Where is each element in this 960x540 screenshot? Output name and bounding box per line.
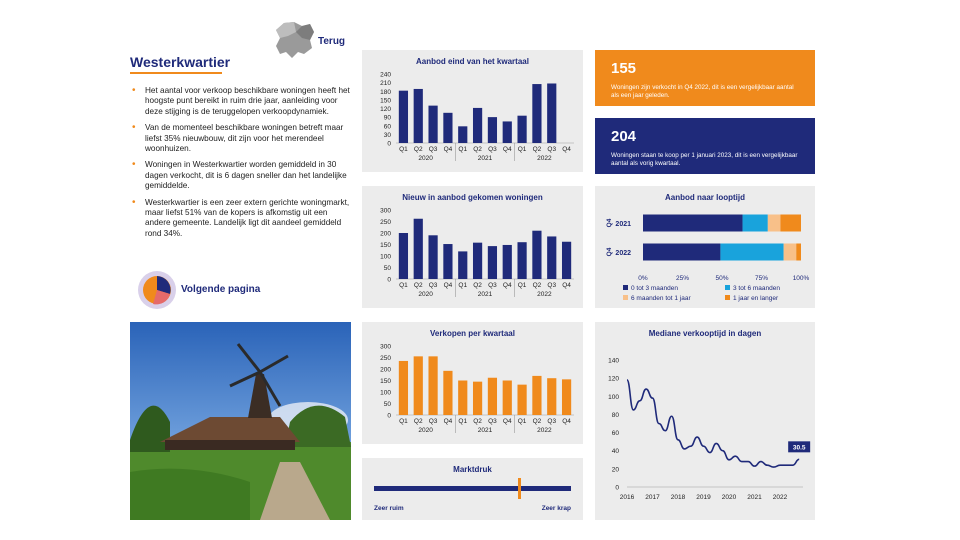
- stacked-bar-segment: [743, 215, 768, 232]
- chart-title: Mediane verkooptijd in dagen: [648, 329, 762, 338]
- windmill-image: [130, 322, 351, 520]
- bar: [562, 242, 571, 279]
- x-tick-label: Q4: [443, 146, 453, 153]
- bar: [458, 381, 467, 416]
- bar: [517, 385, 526, 415]
- bar: [399, 233, 408, 279]
- summary-item: • Van de momenteel beschikbare woningen betreft maar liefst 35% nieuwbouw, dit zijn voor het merendeel woonhuizen.: [130, 123, 352, 154]
- y-tick-label: 0: [387, 276, 391, 284]
- bar: [443, 113, 452, 143]
- x-tick-label: 0%: [638, 275, 648, 282]
- x-tick-label: Q1: [517, 146, 527, 153]
- y-tick-label: 0: [387, 412, 391, 420]
- y-tick-label: 200: [380, 366, 391, 374]
- x-tick-label: Q2: [473, 418, 482, 425]
- year-label: 2021: [477, 427, 493, 434]
- legend-swatch: [725, 295, 730, 300]
- chart-title: Nieuw in aanbod gekomen woningen: [402, 193, 543, 202]
- x-tick-label: Q4: [443, 282, 453, 289]
- x-tick-label: 2021: [747, 494, 762, 501]
- summary-list: [130, 86, 352, 245]
- kpi-for-sale: [595, 118, 815, 174]
- year-label: 2022: [537, 427, 552, 434]
- region-map[interactable]: [272, 18, 316, 62]
- x-tick-label: Q4: [502, 418, 512, 425]
- x-tick-label: Q1: [458, 146, 468, 153]
- year-label: 2022: [537, 291, 552, 298]
- legend-label: 0 tot 3 maanden: [631, 285, 678, 292]
- bar: [547, 236, 556, 279]
- stacked-bar-segment: [643, 215, 743, 232]
- bar: [517, 242, 526, 279]
- chart-nieuw: [362, 186, 583, 308]
- y-tick-label: 100: [380, 253, 391, 261]
- chart-verkooptijd: [595, 322, 815, 520]
- year-label: 2020: [418, 427, 433, 434]
- kpi-for-sale-value: 204: [611, 128, 637, 145]
- y-tick-label: 30: [383, 131, 391, 139]
- x-tick-label: Q4: [502, 282, 512, 289]
- y-tick-label: 250: [380, 355, 391, 362]
- x-tick-label: Q4: [502, 146, 512, 153]
- legend-label: 1 jaar en langer: [733, 295, 779, 302]
- stacked-bar-segment: [784, 244, 797, 261]
- bar: [488, 117, 497, 143]
- bar: [532, 84, 541, 143]
- x-tick-label: Q3: [547, 418, 557, 425]
- x-tick-label: Q3: [547, 282, 557, 289]
- stacked-bar-segment: [643, 244, 720, 261]
- bar: [458, 126, 467, 143]
- legend-label: 6 maanden tot 1 jaar: [631, 295, 691, 302]
- bar: [399, 91, 408, 143]
- x-tick-label: Q2: [532, 282, 542, 289]
- x-tick-label: Q3: [488, 146, 497, 153]
- row-prefix-label: Q4: [606, 247, 613, 257]
- y-tick-label: 180: [380, 88, 391, 96]
- row-label: 2022: [615, 250, 631, 257]
- next-page-button[interactable]: [137, 270, 287, 310]
- y-tick-label: 100: [608, 393, 619, 401]
- chart-panel-aanbod: [362, 50, 583, 172]
- bar: [428, 235, 437, 279]
- x-tick-label: Q2: [473, 282, 482, 289]
- x-tick-label: 2019: [696, 494, 711, 501]
- bar: [399, 361, 408, 415]
- chart-panel-verkopen: [362, 322, 583, 444]
- marktdruk-marker: [518, 478, 521, 499]
- y-tick-label: 100: [380, 389, 391, 397]
- x-tick-label: 50%: [715, 275, 729, 282]
- x-tick-label: Q1: [458, 282, 468, 289]
- y-tick-label: 120: [608, 375, 619, 383]
- x-tick-label: 2018: [670, 494, 686, 501]
- summary-item: • Westerkwartier is een zeer extern gerichte woningmarkt, maar liefst 51% van de kopers is afkomstig uit een andere gemeente. Landelijk ligt dit aandeel gemiddeld rond 34%.: [130, 198, 352, 240]
- y-tick-label: 60: [383, 123, 391, 131]
- y-tick-label: 140: [608, 357, 619, 365]
- y-tick-label: 90: [383, 114, 391, 122]
- chart-panel-looptijd: [595, 186, 815, 308]
- y-tick-label: 50: [383, 265, 391, 272]
- marktdruk-bar: [374, 486, 571, 491]
- bar: [488, 246, 497, 279]
- kpi-sold: [595, 50, 815, 106]
- kpi-sold-value: 155: [611, 60, 637, 77]
- bar: [517, 116, 526, 143]
- kpi-sold-text: Woningen zijn verkocht in Q4 2022, dit is een vergelijkbaar aantal als een jaar geleden.: [611, 84, 794, 99]
- kpi-for-sale-text: Woningen staan te koop per 1 januari 2023, dit is een vergelijkbaar aantal als vorig kwartaal.: [611, 152, 798, 167]
- chart-looptijd: [595, 186, 815, 308]
- x-tick-label: Q1: [458, 418, 468, 425]
- x-tick-label: Q1: [399, 282, 408, 289]
- bar: [428, 356, 437, 415]
- x-tick-label: Q2: [532, 418, 542, 425]
- bar: [473, 243, 482, 279]
- x-tick-label: Q3: [428, 146, 438, 153]
- y-tick-label: 50: [383, 401, 391, 408]
- last-value-label: 30.5: [792, 444, 806, 452]
- x-tick-label: Q2: [473, 146, 482, 153]
- x-tick-label: Q4: [562, 282, 571, 289]
- chart-title: Aanbod naar looptijd: [665, 193, 745, 202]
- marktdruk-left-label: Zeer ruim: [374, 505, 404, 512]
- legend-swatch: [725, 285, 730, 290]
- x-tick-label: Q1: [517, 282, 527, 289]
- bar: [473, 108, 482, 143]
- bar: [473, 382, 482, 415]
- bar: [443, 244, 452, 279]
- windmill-photo: [130, 322, 351, 520]
- x-tick-label: Q1: [399, 146, 408, 153]
- x-tick-label: Q3: [547, 146, 557, 153]
- year-label: 2020: [418, 155, 433, 162]
- marktdruk-right-label: Zeer krap: [541, 505, 571, 512]
- row-prefix-label: Q4: [606, 218, 613, 228]
- chart-title: Verkopen per kwartaal: [430, 329, 515, 338]
- x-tick-label: 2017: [645, 494, 660, 501]
- x-tick-label: 100%: [792, 275, 810, 282]
- title-underline: [130, 72, 222, 74]
- chart-panel-verkooptijd: [595, 322, 815, 520]
- next-page-label: Volgende pagina: [181, 284, 261, 295]
- x-tick-label: 75%: [754, 275, 769, 282]
- x-tick-label: 2022: [772, 494, 788, 501]
- stacked-bar-segment: [768, 215, 781, 232]
- bar: [503, 381, 512, 416]
- y-tick-label: 210: [380, 80, 391, 88]
- x-tick-label: Q4: [443, 418, 453, 425]
- x-tick-label: Q3: [428, 418, 438, 425]
- year-label: 2022: [537, 155, 552, 162]
- x-tick-label: Q2: [413, 418, 423, 425]
- x-tick-label: 25%: [675, 275, 690, 282]
- y-tick-label: 0: [615, 484, 619, 492]
- y-tick-label: 40: [611, 448, 619, 456]
- chart-title: Aanbod eind van het kwartaal: [416, 57, 529, 66]
- bar: [488, 378, 497, 415]
- y-tick-label: 250: [380, 219, 391, 226]
- page-title: Westerkwartier: [130, 54, 231, 70]
- y-tick-label: 150: [380, 97, 391, 105]
- summary-item: • Het aantal voor verkoop beschikbare woningen heeft het hoogste punt bereikt in ruim drie jaar, aanleiding voor deze stijging is de teruggelopen verkoopdynamiek.: [130, 86, 352, 117]
- y-tick-label: 0: [387, 140, 391, 148]
- y-tick-label: 120: [380, 106, 391, 113]
- y-tick-label: 20: [611, 466, 619, 474]
- bar: [503, 121, 512, 143]
- region-map-icon: [272, 18, 316, 62]
- legend-swatch: [623, 285, 628, 290]
- y-tick-label: 150: [380, 242, 391, 249]
- bar: [414, 89, 423, 143]
- y-tick-label: 300: [380, 207, 391, 215]
- year-label: 2021: [477, 155, 493, 162]
- x-tick-label: 2016: [619, 494, 635, 501]
- x-tick-label: Q4: [562, 418, 571, 425]
- stacked-bar-segment: [796, 244, 801, 261]
- legend-swatch: [623, 295, 628, 300]
- x-tick-label: Q3: [488, 418, 497, 425]
- bar: [414, 356, 423, 415]
- bar: [547, 83, 556, 143]
- marktdruk-panel: [362, 458, 583, 520]
- chart-aanbod: [362, 50, 583, 172]
- y-tick-label: 240: [380, 71, 391, 79]
- y-tick-label: 60: [611, 430, 619, 438]
- y-tick-label: 150: [380, 378, 391, 385]
- x-tick-label: 2020: [721, 494, 737, 501]
- x-tick-label: Q3: [428, 282, 438, 289]
- pie-chart-icon: [137, 270, 177, 310]
- series-line: [627, 380, 799, 467]
- x-tick-label: Q2: [413, 282, 423, 289]
- summary-item: • Woningen in Westerkwartier worden gemiddeld in 30 dagen verkocht, dit is 6 dagen sneller dan het landelijke gemiddelde.: [130, 160, 352, 191]
- y-tick-label: 80: [611, 411, 619, 419]
- bar: [547, 378, 556, 415]
- bar: [428, 106, 437, 143]
- x-tick-label: Q2: [413, 146, 423, 153]
- marktdruk-title: Marktdruk: [453, 465, 492, 474]
- x-tick-label: Q3: [488, 282, 497, 289]
- x-tick-label: Q4: [562, 146, 571, 153]
- chart-panel-nieuw: [362, 186, 583, 308]
- back-button[interactable]: Terug: [318, 36, 346, 47]
- x-tick-label: Q1: [517, 418, 527, 425]
- x-tick-label: Q1: [399, 418, 408, 425]
- bar: [458, 251, 467, 279]
- stacked-bar-segment: [720, 244, 783, 261]
- chart-verkopen: [362, 322, 583, 444]
- bar: [503, 245, 512, 279]
- y-tick-label: 300: [380, 343, 391, 351]
- year-label: 2020: [418, 291, 433, 298]
- row-label: 2021: [615, 221, 631, 228]
- bar: [414, 219, 423, 279]
- legend-label: 3 tot 6 maanden: [733, 285, 780, 292]
- year-label: 2021: [477, 291, 493, 298]
- x-tick-label: Q2: [532, 146, 542, 153]
- y-tick-label: 200: [380, 230, 391, 238]
- bar: [532, 231, 541, 279]
- bar: [562, 379, 571, 415]
- bar: [532, 376, 541, 415]
- bar: [443, 371, 452, 415]
- stacked-bar-segment: [780, 215, 801, 232]
